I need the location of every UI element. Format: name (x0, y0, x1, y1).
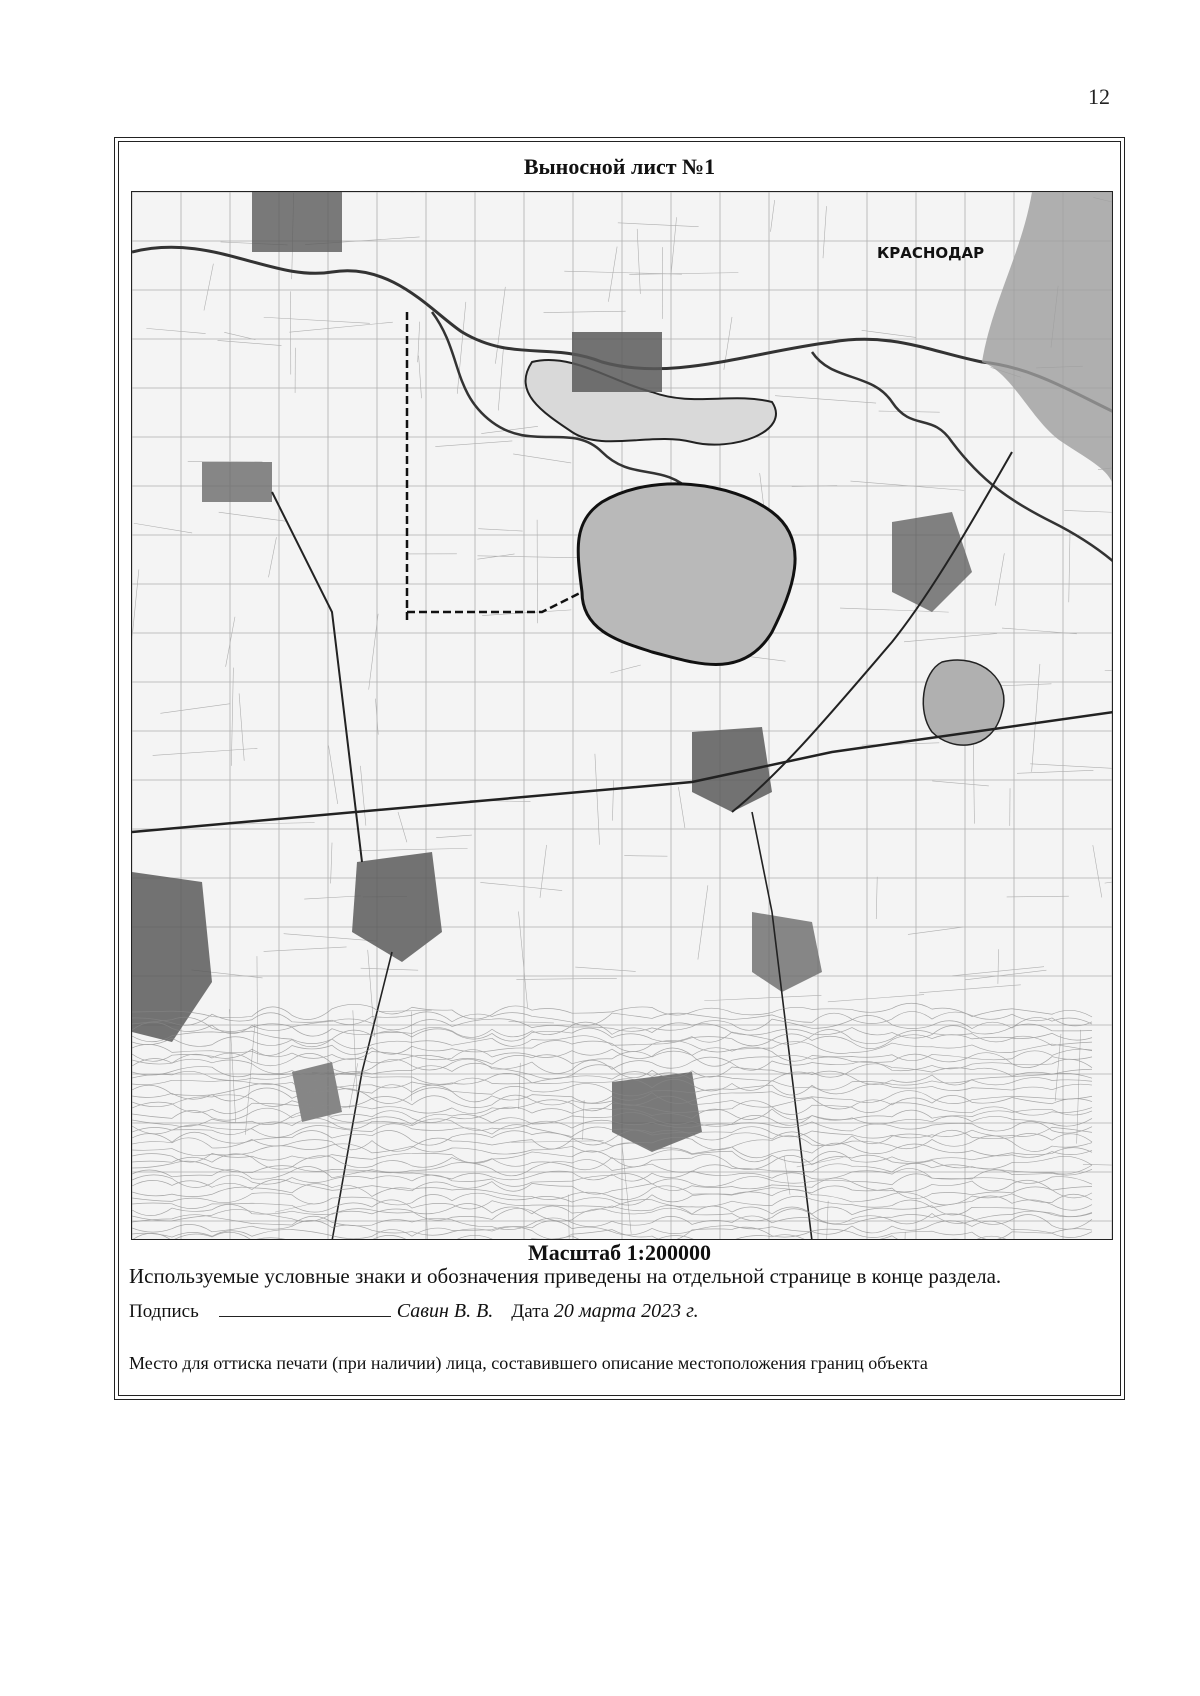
stamp-note: Место для оттиска печати (при наличии) лица, составившего описание местоположения границ объекта (129, 1353, 928, 1373)
date-label: Дата (511, 1301, 550, 1322)
date-value: 20 марта 2023 г. (553, 1300, 699, 1322)
sheet-title: Выносной лист №1 (523, 154, 716, 179)
map-city-label: КРАСНОДАР (877, 244, 985, 262)
signature-label: Подпись (129, 1301, 199, 1322)
urban-area (252, 192, 342, 252)
reservoir (578, 484, 795, 665)
map-scale: Масштаб 1:200000 (527, 1240, 711, 1265)
urban-area (572, 332, 662, 392)
map-area (131, 191, 1113, 1240)
signature-line (219, 1302, 391, 1317)
legend-note: Используемые условные знаки и обозначения приведены на отдельной странице в конце раздела. (129, 1264, 1002, 1288)
urban-area (202, 462, 272, 502)
signature-row (129, 1300, 699, 1323)
map-image (132, 192, 1113, 1240)
page-number: 12 (1088, 84, 1110, 109)
signer-name: Савин В. В. (396, 1300, 494, 1322)
